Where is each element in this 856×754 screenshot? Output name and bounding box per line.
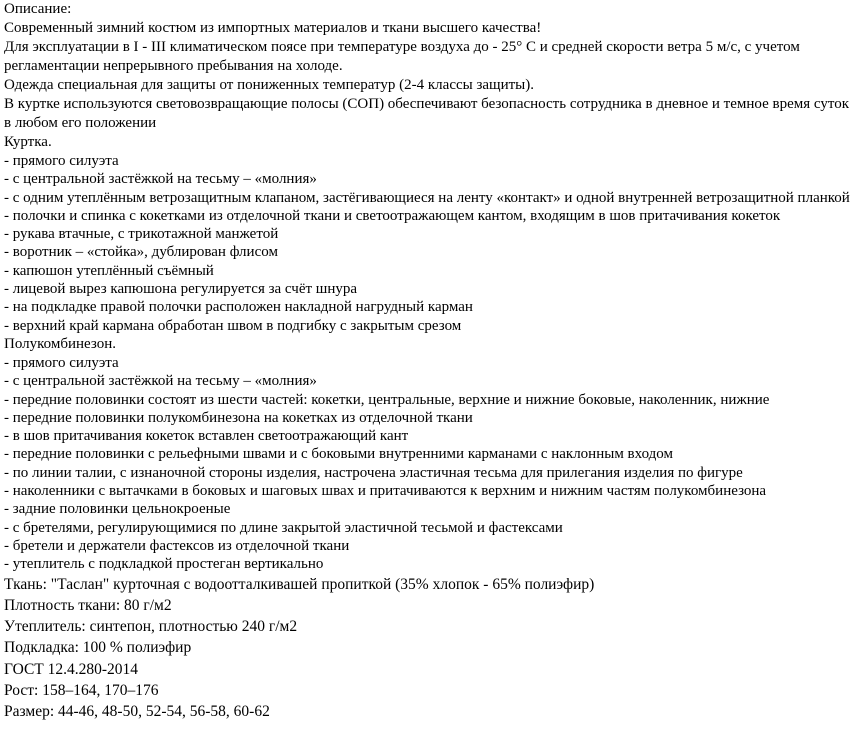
fabric-spec: Ткань: "Таслан" курточная с водоотталкивашей пропиткой (35% хлопок - 65% полиэфир) [4, 575, 595, 593]
standard-spec: ГОСТ 12.4.280-2014 [4, 660, 139, 678]
height-spec: Рост: 158–164, 170–176 [4, 682, 159, 700]
list-item: - с центральной застёжкой на тесьму – «молния» [4, 171, 317, 188]
protection-text: Одежда специальная для защиты от пониженных температур (2-4 классы защиты). [4, 77, 535, 93]
list-item: - наколенники с вытачками в боковых и шаговых швах и притачиваются к верхним и нижним частям полукомбинезона [4, 483, 767, 500]
list-item: - с одним утеплённым ветрозащитным клапаном, застёгивающиеся на ленту «контакт» и одной внутренней ветрозащитной планкой [4, 189, 850, 206]
list-item: - по линии талии, с изнаночной стороны изделия, настрочена эластичная тесьма для прилегания изделия по фигуре [4, 464, 743, 481]
reflective-text: В куртке используются световозвращающие полосы (СОП) обеспечивают безопасность сотрудника в дневное и темное время суток в любом его положении [4, 96, 849, 131]
list-item: - передние половинки состоят из шести частей: кокетки, центральные, верхние и нижние боковые, наколенник, нижние [4, 391, 770, 408]
list-item: - прямого силуэта [4, 153, 119, 169]
list-item: - рукава втачные, с трикотажной манжетой [4, 226, 279, 243]
size-spec: Размер: 44-46, 48-50, 52-54, 56-58, 60-62 [4, 703, 270, 721]
lining-spec: Подкладка: 100 % полиэфир [4, 639, 192, 657]
list-item: - задние половинки цельнокроеные [4, 501, 231, 518]
description-heading: Описание: [4, 1, 72, 17]
list-item: - воротник – «стойка», дублирован флисом [4, 244, 278, 261]
jacket-features [4, 152, 852, 335]
fabric-density-spec: Плотность ткани: 80 г/м2 [4, 596, 172, 614]
climate-text: Для эксплуатации в I - III климатическом поясе при температуре воздуха до - 25° С и средней скорости ветра 5 м/с, с учетом регламентации непрерывного пребывания на холоде. [4, 39, 800, 74]
overalls-heading: Полукомбинезон. [4, 335, 116, 352]
list-item: - полочки и спинка с кокетками из отделочной ткани и светоотражающем кантом, входящим в шов притачивания кокеток [4, 207, 781, 224]
list-item: - в шов притачивания кокеток вставлен светоотражающий кант [4, 428, 409, 445]
intro-text: Современный зимний костюм из импортных материалов и ткани высшего качества! [4, 20, 542, 36]
list-item: - на подкладке правой полочки расположен накладной нагрудный карман [4, 299, 473, 316]
list-item: - с центральной застёжкой на тесьму – «молния» [4, 373, 317, 390]
list-item: - прямого силуэта [4, 354, 119, 371]
list-item: - лицевой вырез капюшона регулируется за счёт шнура [4, 281, 358, 298]
list-item: - передние половинки полукомбинезона на кокетках из отделочной ткани [4, 409, 473, 426]
overalls-features [4, 354, 852, 574]
jacket-heading: Куртка. [4, 134, 52, 150]
list-item: - утеплитель с подкладкой простеган вертикально [4, 556, 324, 573]
list-item: - бретели и держатели фастексов из отделочной ткани [4, 537, 350, 554]
list-item: - верхний край кармана обработан швом в подгибку с закрытым срезом [4, 317, 462, 334]
list-item: - капюшон утеплённый съёмный [4, 262, 214, 279]
list-item: - с бретелями, регулирующимися по длине закрытой эластичной тесьмой и фастексами [4, 519, 563, 536]
list-item: - передние половинки с рельефными швами и с боковыми внутренними карманами с наклонным входом [4, 446, 673, 463]
insulation-spec: Утеплитель: синтепон, плотностью 240 г/м2 [4, 618, 298, 636]
